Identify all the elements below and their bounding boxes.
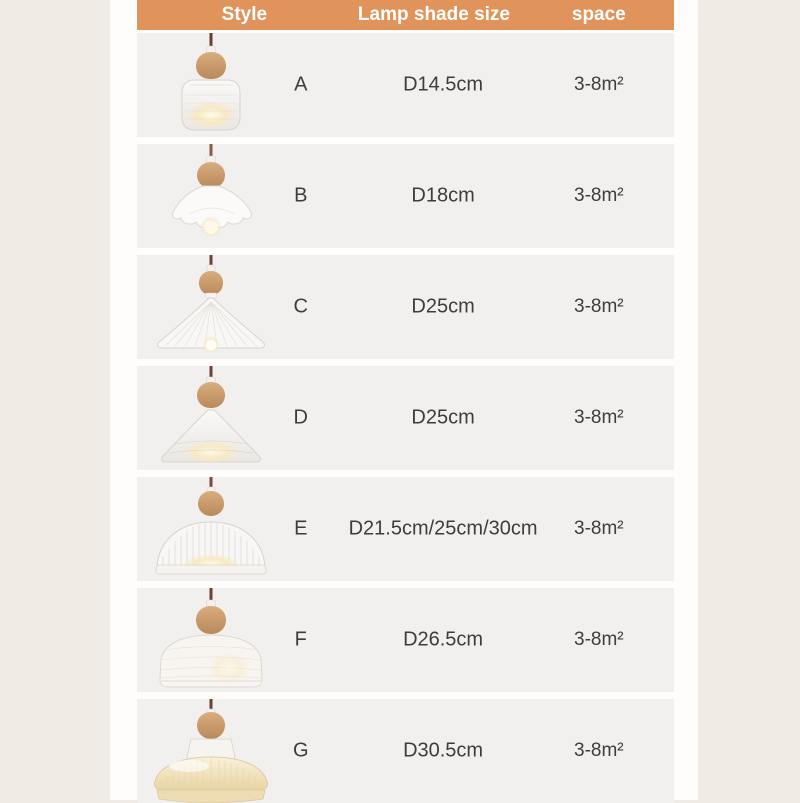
bulb-glow [207, 652, 251, 684]
wood-cap [197, 382, 225, 408]
wood-cap [197, 162, 225, 188]
space-value: 3-8m² [574, 185, 624, 206]
smooth-cone-pendant-image [149, 366, 273, 470]
white-petal-pendant-image [149, 144, 273, 248]
socket-ring [205, 293, 217, 298]
wood-cap [199, 271, 223, 295]
bulb [206, 340, 217, 351]
bell-glass-pendant-image [149, 33, 273, 137]
wood-cap [196, 606, 226, 634]
style-value: A [294, 73, 308, 96]
wood-cap [196, 52, 226, 79]
space-value: 3-8m² [574, 518, 624, 539]
socket [207, 265, 215, 272]
header-style: Style [221, 4, 268, 25]
table-row [137, 366, 674, 470]
style-value: F [294, 628, 307, 651]
ribbed-cone-pendant-image [149, 255, 273, 359]
header-lamp-shade-size: Lamp shade size [357, 4, 510, 25]
space-value: 3-8m² [574, 407, 624, 428]
bulb [204, 220, 218, 234]
bottom-rim [156, 565, 266, 574]
style-value: D [293, 406, 309, 429]
space-value: 3-8m² [574, 740, 624, 761]
table-row [137, 477, 674, 581]
table-row [137, 33, 674, 137]
bulb-glow [186, 101, 236, 129]
bulb-glow [181, 441, 241, 463]
table-row [137, 144, 674, 248]
style-value: C [293, 295, 309, 318]
bottom-rim [157, 790, 265, 803]
header-space: space [571, 4, 626, 25]
table-header [137, 0, 674, 30]
space-value: 3-8m² [574, 629, 624, 650]
size-value: D18cm [411, 184, 475, 207]
wood-cap [197, 712, 225, 739]
size-value: D26.5cm [403, 628, 484, 651]
style-value: G [293, 739, 309, 762]
frosted-cloche-pendant-image [149, 588, 273, 692]
size-value: D25cm [411, 295, 475, 318]
space-value: 3-8m² [574, 296, 624, 317]
wood-cap [198, 491, 224, 516]
amber-bowl-pendant-image [149, 699, 273, 803]
ribbed-dome-pendant-image [149, 477, 273, 581]
size-value: D21.5cm/25cm/30cm [348, 517, 538, 540]
style-value: E [294, 517, 308, 540]
table-row [137, 255, 674, 359]
table-row [137, 699, 674, 803]
size-value: D14.5cm [403, 73, 484, 96]
size-value: D25cm [411, 406, 475, 429]
space-value: 3-8m² [574, 74, 624, 95]
size-value: D30.5cm [403, 739, 484, 762]
sheen-highlight [169, 760, 209, 772]
style-value: B [294, 184, 308, 207]
table-row [137, 588, 674, 692]
